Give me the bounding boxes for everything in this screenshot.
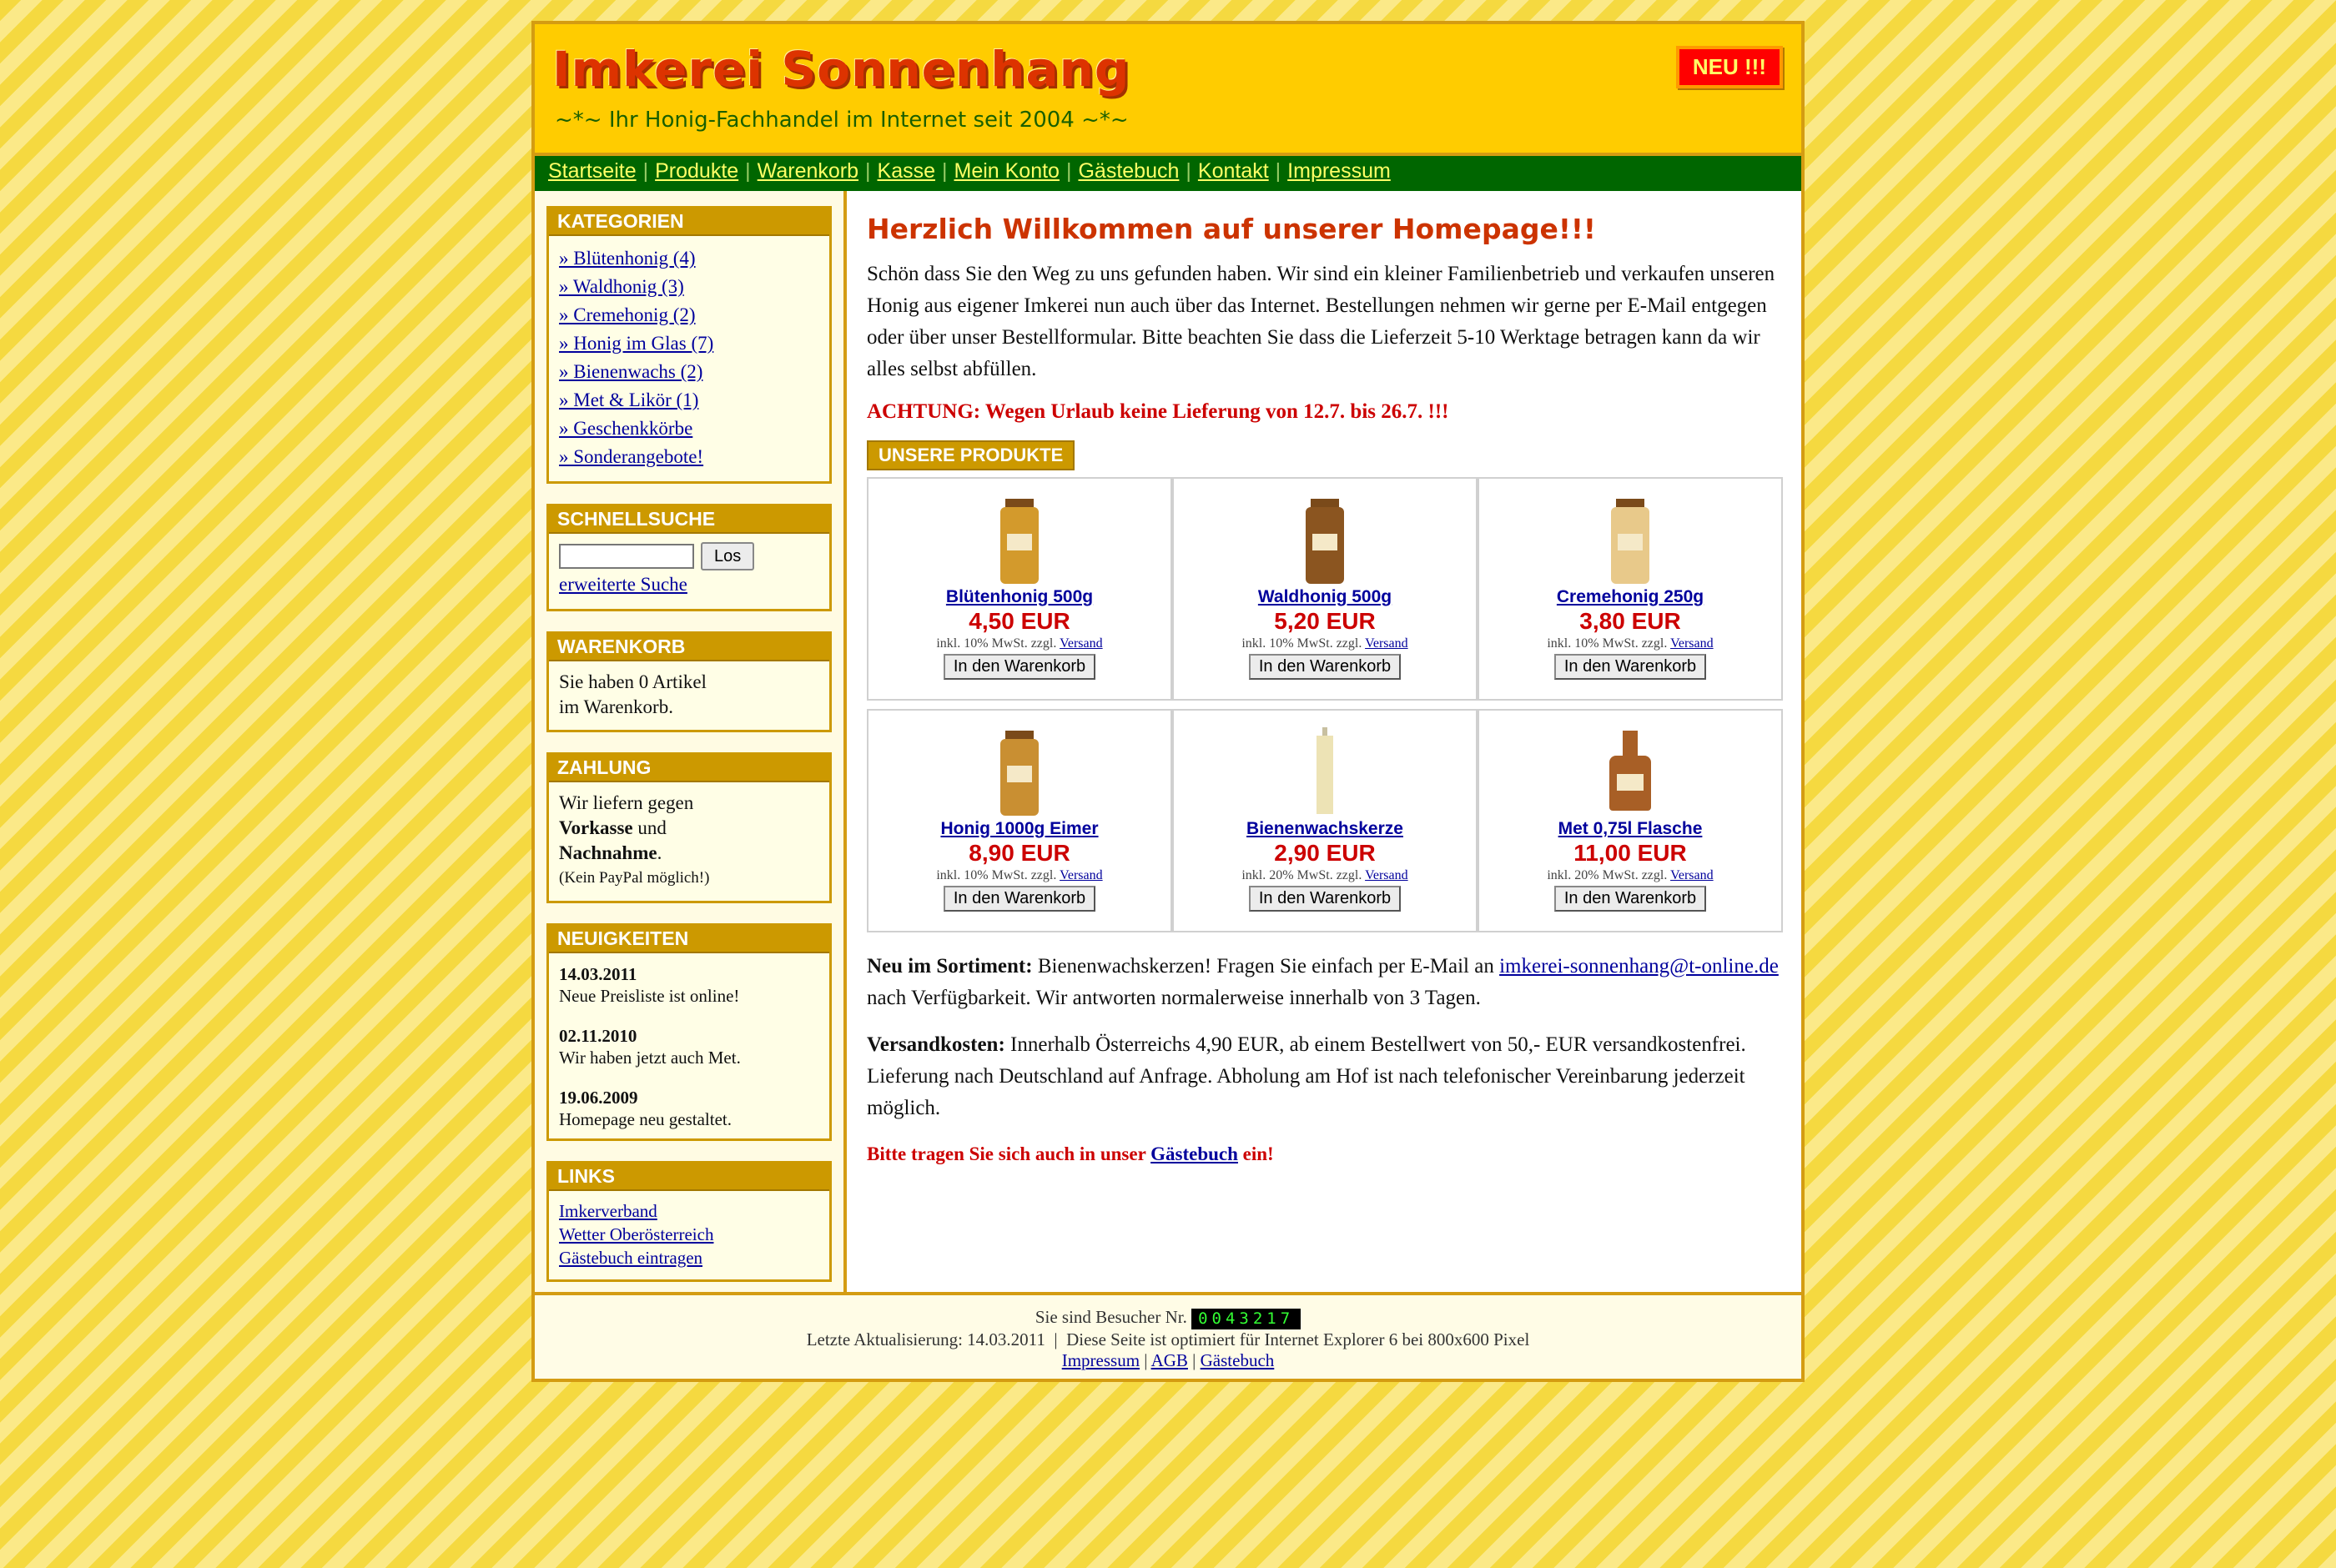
jar-icon xyxy=(1000,507,1039,584)
search-button[interactable]: Los xyxy=(701,542,754,570)
add-to-cart-button[interactable]: In den Warenkorb xyxy=(944,654,1095,680)
payment-title: ZAHLUNG xyxy=(549,755,829,782)
cart-title: WARENKORB xyxy=(549,634,829,661)
header xyxy=(535,24,1801,156)
holiday-warning: ACHTUNG: Wegen Urlaub keine Lieferung von 12.7. bis 26.7. !!! xyxy=(867,400,1449,423)
footer-agb-link[interactable]: AGB xyxy=(1150,1349,1188,1370)
shipping-costs-text: Versandkosten: Innerhalb Österreichs 4,90 EUR, ab einem Bestellwert von 50,- EUR versandkostenfrei. Lieferung nach Deutschland auf Anfrage. Abholung am Hof ist nach telefonischer Vereinbarung jederzeit möglich. xyxy=(867,1033,1746,1119)
bucket-icon xyxy=(1000,739,1039,816)
cart-status-line2: im Warenkorb. xyxy=(559,696,673,717)
payment-and: und xyxy=(637,817,667,838)
cart-box xyxy=(546,631,832,732)
news-text: Neue Preisliste ist online! xyxy=(559,986,740,1006)
product-price: 2,90 EUR xyxy=(1274,840,1376,866)
product-tax-note: inkl. 10% MwSt. zzgl. Versand xyxy=(1547,636,1714,651)
links-box xyxy=(546,1161,832,1282)
new-products-label: Neu im Sortiment: xyxy=(867,955,1033,977)
product-price: 8,90 EUR xyxy=(969,840,1070,866)
shipping-link[interactable]: Versand xyxy=(1060,868,1103,882)
jar-icon xyxy=(1611,507,1649,584)
visitor-label: Sie sind Besucher Nr. xyxy=(1035,1307,1187,1327)
cart-status-line1: Sie haben 0 Artikel xyxy=(559,671,707,692)
nav-kontakt[interactable]: Kontakt xyxy=(1197,159,1269,183)
category-honig-im-glas[interactable]: » Honig im Glas (7) xyxy=(559,333,714,354)
intro-text: Schön dass Sie den Weg zu uns gefunden haben. Wir sind ein kleiner Familienbetrieb und verkaufen unseren Honig aus eigener Imkerei nun auch über das Internet. Bestellungen nehmen wir gerne per E-Mail entgegen oder über unser Bestellformular. Bitte beachten Sie dass die Lieferzeit 5-10 Werktage betragen kann da wir alles selbst abfüllen. xyxy=(867,263,1775,380)
nav-separator: | xyxy=(642,159,649,183)
product-tax-note: inkl. 10% MwSt. zzgl. Versand xyxy=(936,868,1103,882)
news-text: Wir haben jetzt auch Met. xyxy=(559,1048,741,1068)
product-card xyxy=(1172,709,1478,932)
product-card xyxy=(1172,477,1478,701)
product-price: 11,00 EUR xyxy=(1573,840,1687,866)
payment-box xyxy=(546,752,832,903)
payment-note: (Kein PayPal möglich!) xyxy=(559,869,710,887)
category-sonderangebote[interactable]: » Sonderangebote! xyxy=(559,446,704,467)
product-price: 4,50 EUR xyxy=(969,608,1070,634)
product-price: 5,20 EUR xyxy=(1274,608,1376,634)
product-name-link[interactable]: Honig 1000g Eimer xyxy=(940,819,1099,838)
footer-gaestebuch-link[interactable]: Gästebuch xyxy=(1200,1349,1275,1370)
candle-icon xyxy=(1317,727,1333,814)
product-card xyxy=(1478,477,1783,701)
nav-kasse[interactable]: Kasse xyxy=(877,159,935,183)
add-to-cart-button[interactable]: In den Warenkorb xyxy=(1554,654,1706,680)
nav-produkte[interactable]: Produkte xyxy=(655,159,739,183)
search-title: SCHNELLSUCHE xyxy=(549,506,829,534)
product-name-link[interactable]: Blütenhonig 500g xyxy=(945,587,1094,606)
product-name-link[interactable]: Bienenwachskerze xyxy=(1246,819,1403,838)
news-date: 19.06.2009 xyxy=(559,1088,638,1108)
payment-option-nachnahme: Nachnahme xyxy=(559,842,657,863)
shipping-link[interactable]: Versand xyxy=(1365,868,1408,882)
guestbook-invite: Bitte tragen Sie sich auch in unser Gästebuch ein! xyxy=(867,1143,1274,1164)
payment-period: . xyxy=(657,842,662,863)
nav-separator: | xyxy=(1275,159,1281,183)
categories-title: KATEGORIEN xyxy=(549,209,829,236)
product-price: 3,80 EUR xyxy=(1579,608,1681,634)
product-name-link[interactable]: Cremehonig 250g xyxy=(1556,587,1704,606)
footer-impressum-link[interactable]: Impressum xyxy=(1061,1349,1140,1370)
bottle-icon xyxy=(1609,731,1651,811)
last-update: Letzte Aktualisierung: 14.03.2011 | Diese Seite ist optimiert für Internet Explorer 6 bei 800x600 Pixel xyxy=(806,1329,1530,1349)
product-tax-note: inkl. 10% MwSt. zzgl. Versand xyxy=(936,636,1103,651)
shipping-link[interactable]: Versand xyxy=(1670,868,1714,882)
add-to-cart-button[interactable]: In den Warenkorb xyxy=(1554,886,1706,912)
category-met-likoer[interactable]: » Met & Likör (1) xyxy=(559,389,699,410)
category-geschenkkoerbe[interactable]: » Geschenkkörbe xyxy=(559,418,693,439)
nav-warenkorb[interactable]: Warenkorb xyxy=(757,159,859,183)
links-title: LINKS xyxy=(549,1163,829,1191)
categories-box xyxy=(546,206,832,484)
product-tax-note: inkl. 20% MwSt. zzgl. Versand xyxy=(1241,868,1408,882)
news-title: NEUIGKEITEN xyxy=(549,926,829,953)
news-date: 14.03.2011 xyxy=(559,964,637,984)
product-name-link[interactable]: Waldhonig 500g xyxy=(1257,587,1392,606)
product-image[interactable] xyxy=(1479,479,1781,585)
nav-separator: | xyxy=(1065,159,1072,183)
link-gaestebuch-eintragen[interactable]: Gästebuch eintragen xyxy=(559,1248,703,1268)
payment-intro: Wir liefern gegen xyxy=(559,792,694,813)
site-logo[interactable]: Imkerei Sonnenhang xyxy=(552,41,1130,98)
shipping-link[interactable]: Versand xyxy=(1365,636,1408,651)
nav-gaestebuch[interactable]: Gästebuch xyxy=(1078,159,1180,183)
product-tax-note: inkl. 20% MwSt. zzgl. Versand xyxy=(1547,868,1714,882)
visitor-counter: 0043217 xyxy=(1191,1309,1301,1329)
shipping-costs-label: Versandkosten: xyxy=(867,1033,1005,1056)
new-products-text: Neu im Sortiment: Bienenwachskerzen! Fragen Sie einfach per E-Mail an imkerei-sonnenhang@t-online.de nach Verfügbarkeit. Wir antworten normalerweise innerhalb von 3 Tagen. xyxy=(867,955,1779,1009)
category-waldhonig[interactable]: » Waldhonig (3) xyxy=(559,276,684,297)
advanced-search-link[interactable]: erweiterte Suche xyxy=(559,574,687,595)
add-to-cart-button[interactable]: In den Warenkorb xyxy=(1249,654,1401,680)
add-to-cart-button[interactable]: In den Warenkorb xyxy=(944,886,1095,912)
main-content xyxy=(847,191,1801,1292)
nav-separator: | xyxy=(1186,159,1191,183)
products-heading: UNSERE PRODUKTE xyxy=(867,440,1075,470)
product-image[interactable] xyxy=(868,711,1171,817)
search-input[interactable] xyxy=(559,544,694,569)
nav-startseite[interactable]: Startseite xyxy=(548,159,637,183)
nav-separator: | xyxy=(942,159,948,183)
product-image[interactable] xyxy=(1174,711,1476,817)
shipping-link[interactable]: Versand xyxy=(1060,636,1103,651)
page-container xyxy=(531,21,1805,1382)
jar-icon xyxy=(1306,507,1344,584)
news-box xyxy=(546,923,832,1141)
product-card xyxy=(1478,709,1783,932)
category-bluetenhonig[interactable]: » Blütenhonig (4) xyxy=(559,248,696,269)
news-text: Homepage neu gestaltet. xyxy=(559,1109,733,1129)
product-grid xyxy=(867,477,1785,932)
news-date: 02.11.2010 xyxy=(559,1026,637,1046)
product-card xyxy=(867,477,1172,701)
sidebar xyxy=(535,191,847,1292)
product-image[interactable] xyxy=(1479,711,1781,817)
nav-mein-konto[interactable]: Mein Konto xyxy=(954,159,1060,183)
search-box xyxy=(546,504,832,611)
shipping-link[interactable]: Versand xyxy=(1670,636,1714,651)
category-bienenwachs[interactable]: » Bienenwachs (2) xyxy=(559,361,703,382)
product-tax-note: inkl. 10% MwSt. zzgl. Versand xyxy=(1241,636,1408,651)
product-name-link[interactable]: Met 0,75l Flasche xyxy=(1558,819,1703,838)
nav-impressum[interactable]: Impressum xyxy=(1287,159,1391,183)
add-to-cart-button[interactable]: In den Warenkorb xyxy=(1249,886,1401,912)
footer: Sie sind Besucher Nr. 0043217 Letzte Aktualisierung: 14.03.2011 | Diese Seite ist optimiert für Internet Explorer 6 bei 800x600 Pixel Impressum | AGB | Gästebuch xyxy=(535,1292,1801,1379)
payment-option-vorkasse: Vorkasse xyxy=(559,817,633,838)
new-badge: NEU !!! xyxy=(1676,46,1783,88)
link-wetter[interactable]: Wetter Oberösterreich xyxy=(559,1224,714,1244)
product-card xyxy=(867,709,1172,932)
main-nav xyxy=(535,156,1801,191)
link-imkerverband[interactable]: Imkerverband xyxy=(559,1201,657,1221)
nav-separator: | xyxy=(745,159,751,183)
site-tagline: ~*~ Ihr Honig-Fachhandel im Internet seit 2004 ~*~ xyxy=(555,108,1129,133)
category-cremehonig[interactable]: » Cremehonig (2) xyxy=(559,304,696,325)
nav-separator: | xyxy=(865,159,871,183)
page-title: Herzlich Willkommen auf unserer Homepage!!! xyxy=(867,213,1596,245)
product-image[interactable] xyxy=(1174,479,1476,585)
email-link[interactable]: imkerei-sonnenhang@t-online.de xyxy=(1499,955,1779,977)
product-image[interactable] xyxy=(868,479,1171,585)
guestbook-link[interactable]: Gästebuch xyxy=(1150,1143,1238,1164)
